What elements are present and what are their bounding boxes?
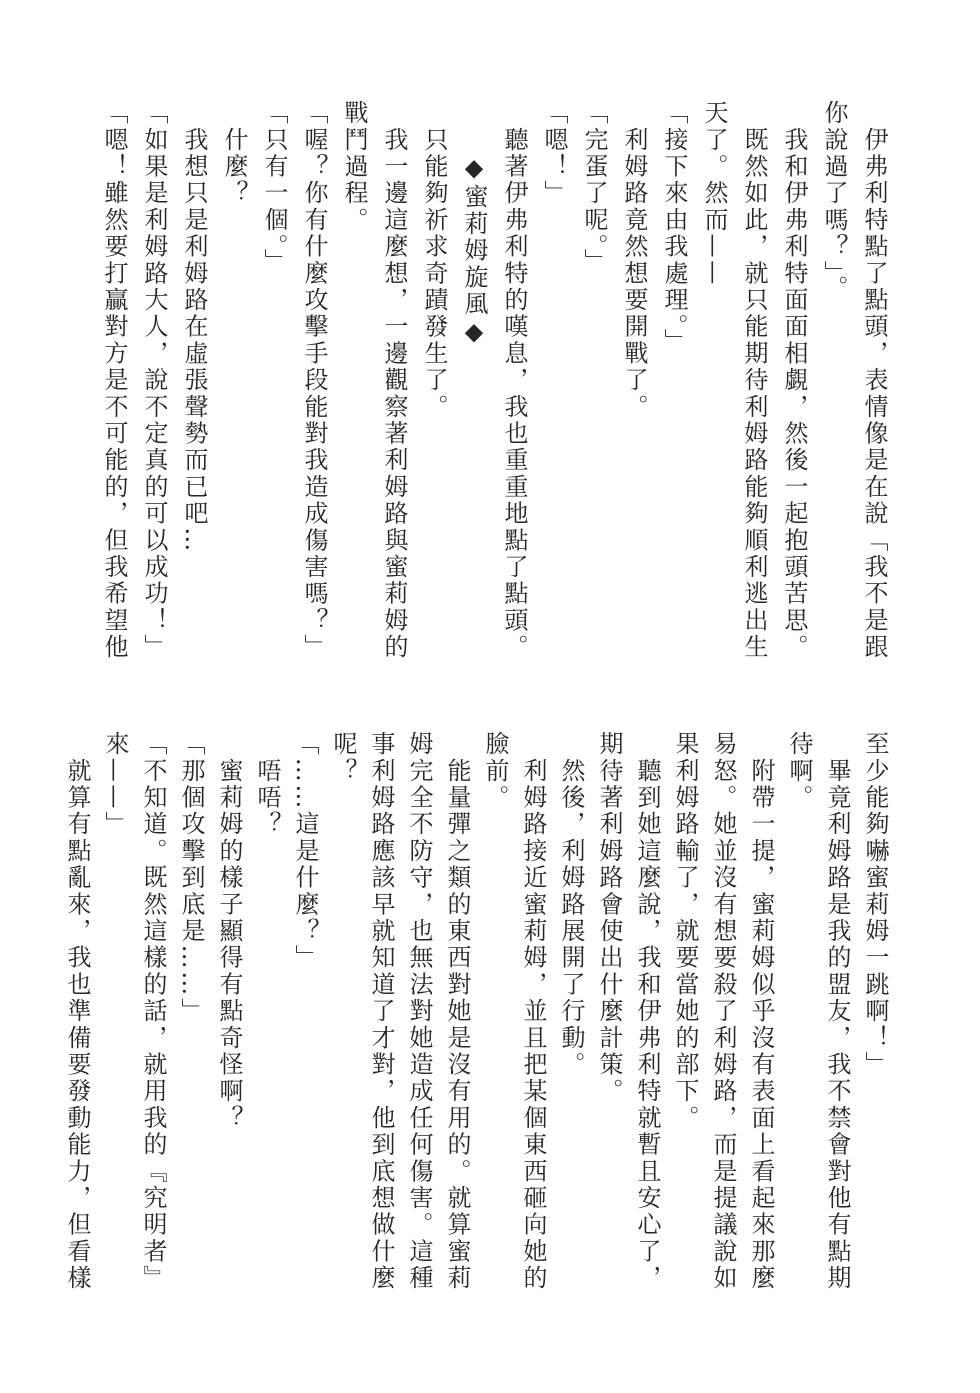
- text-column: 只能夠祈求奇蹟發生了。: [420, 100, 448, 421]
- text-column: 事利姆路應該早就知道了才對，他到底想做什麼: [367, 731, 395, 1292]
- text-column: 易怒。她並沒有想要殺了利姆路，而是提議說如: [709, 731, 737, 1292]
- text-column: 利姆路接近蜜莉姆，並且把某個東西砸向她的: [519, 731, 547, 1292]
- text-column: 我想只是利姆路在虛張聲勢而已吧…: [180, 100, 208, 554]
- page-top-text-block: [94, 100, 894, 666]
- text-column: 就算有點亂來，我也準備要發動能力，但看樣: [63, 731, 91, 1292]
- text-column: 天了。然而——: [700, 100, 728, 287]
- text-column: 聽著伊弗利特的嘆息，我也重重地點了點頭。: [500, 100, 528, 661]
- text-column: 姆完全不防守，也無法對她造成任何傷害。這種: [405, 731, 433, 1292]
- page-bottom-text-block: [58, 731, 894, 1297]
- text-column: 「喔？你有什麼攻擊手段能對我造成傷害嗎？」: [300, 100, 328, 661]
- text-column: 你說過了嗎？」。: [820, 100, 848, 302]
- text-column: 「……這是什麼？」: [291, 731, 319, 972]
- text-column: 臉前。: [481, 731, 509, 812]
- section-heading: ◆蜜莉姆旋風◆: [460, 100, 488, 349]
- text-column: 呢？: [329, 731, 357, 785]
- text-column: 伊弗利特點了點頭，表情像是在說「我不是跟: [860, 100, 888, 661]
- text-column: 「完蛋了呢。」: [580, 100, 608, 275]
- text-column: 聽到她這麼說，我和伊弗利特就暫且安心了，: [633, 731, 661, 1292]
- text-column: 畢竟利姆路是我的盟友，我不禁會對他有點期: [823, 731, 851, 1292]
- text-column: 什麼？: [220, 100, 248, 207]
- text-column: 我一邊這麼想，一邊觀察著利姆路與蜜莉姆的: [380, 100, 408, 661]
- text-column: 既然如此，就只能期待利姆路能夠順利逃出生: [740, 100, 768, 661]
- text-column: 蜜莉姆的樣子顯得有點奇怪啊？: [215, 731, 243, 1132]
- text-column: 「只有一個。」: [260, 100, 288, 275]
- text-column: 果利姆路輸了，就要當她的部下。: [671, 731, 699, 1132]
- text-column: 期待著利姆路會使出什麼計策。: [595, 731, 623, 1105]
- text-column: 然後，利姆路展開了行動。: [557, 731, 585, 1079]
- text-column: 來——」: [101, 731, 129, 838]
- text-column: 至少能夠嚇蜜莉姆一跳啊！」: [861, 731, 889, 1079]
- text-column: 「嗯！」: [540, 100, 568, 207]
- text-column: 利姆路竟然想要開戰了。: [620, 100, 648, 421]
- text-column: 我和伊弗利特面面相覷，然後一起抱頭苦思。: [780, 100, 808, 661]
- text-column: 唔唔？: [253, 731, 281, 838]
- text-column: 「如果是利姆路大人，說不定真的可以成功！」: [140, 100, 168, 661]
- text-column: 「接下來由我處理。」: [660, 100, 688, 355]
- text-column: 附帶一提，蜜莉姆似乎沒有表面上看起來那麼: [747, 731, 775, 1292]
- text-column: 能量彈之類的東西對她是沒有用的。就算蜜莉: [443, 731, 471, 1292]
- text-column: 戰鬥過程。: [340, 100, 368, 234]
- text-column: 「那個攻擊到底是……」: [177, 731, 205, 1025]
- text-column: 「不知道。既然這樣的話，就用我的『究明者』: [139, 731, 167, 1292]
- text-column: 「嗯！雖然要打贏對方是不可能的，但我希望他: [100, 100, 128, 661]
- text-column: 待啊。: [785, 731, 813, 812]
